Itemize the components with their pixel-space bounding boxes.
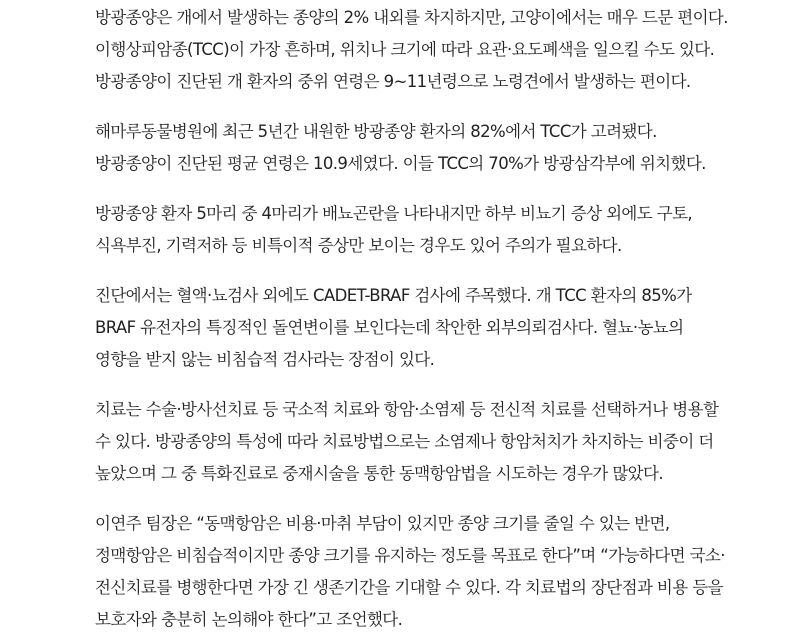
text-line: 이연주 팀장은 “동맥항암은 비용·마취 부담이 있지만 종양 크기를 줄일 수 있는 반면, [95, 514, 670, 533]
text-line: 방광종양 환자 5마리 중 4마리가 배뇨곤란을 나타내지만 하부 비뇨기 증상 외에도 구토, [95, 204, 693, 223]
article-body [0, 2, 791, 636]
paragraph-expert-quote [95, 508, 791, 636]
text-line: 치료는 수술·방사선치료 등 국소적 치료와 항암·소염제 등 전신적 치료를 선택하거나 병용할 [95, 400, 719, 419]
text-line: BRAF 유전자의 특징적인 돌연변이를 보인다는데 착안한 외부의뢰검사다. 혈뇨·농뇨의 [95, 318, 684, 337]
text-line: 방광종양이 진단된 평균 연령은 10.9세였다. 이들 TCC의 70%가 방광삼각부에 위치했다. [95, 154, 706, 173]
text-line: 전신치료를 병행한다면 가장 긴 생존기간을 기대할 수 있다. 각 치료법의 장단점과 비용 등을 [95, 578, 723, 597]
text-line: 해마루동물병원에 최근 5년간 내원한 방광종양 환자의 82%에서 TCC가 고려됐다. [95, 122, 657, 141]
paragraph-symptoms [95, 198, 791, 262]
text-line: 영향을 받지 않는 비침습적 검사라는 장점이 있다. [95, 350, 435, 369]
text-line: 이행상피암종(TCC)이 가장 흔하며, 위치나 크기에 따라 요관·요도폐색을 일으킬 수도 있다. [95, 40, 715, 59]
text-line: 높았으며 그 중 특화진료로 중재시술을 통한 동맥항암법을 시도하는 경우가 많았다. [95, 464, 663, 483]
text-line: 정맥항암은 비침습적이지만 종양 크기를 유지하는 정도를 목표로 한다”며 “가능하다면 국소· [95, 546, 725, 565]
paragraph-treatment [95, 394, 791, 490]
text-line: 진단에서는 혈액·뇨검사 외에도 CADET-BRAF 검사에 주목했다. 개 TCC 환자의 85%가 [95, 286, 692, 305]
paragraph-bladder-tumor-overview [95, 2, 791, 98]
text-line: 식욕부진, 기력저하 등 비특이적 증상만 보이는 경우도 있어 주의가 필요하다. [95, 236, 622, 255]
text-line: 방광종양은 개에서 발생하는 종양의 2% 내외를 차지하지만, 고양이에서는 매우 드문 편이다. [95, 8, 728, 27]
text-line: 수 있다. 방광종양의 특성에 따라 치료방법으로는 소염제나 항암처치가 차지하는 비중이 더 [95, 432, 714, 451]
text-line: 방광종양이 진단된 개 환자의 중위 연령은 9~11년령으로 노령견에서 발생하는 편이다. [95, 72, 691, 91]
paragraph-hospital-statistics [95, 116, 791, 180]
paragraph-diagnosis [95, 280, 791, 376]
text-line: 보호자와 충분히 논의해야 한다”고 조언했다. [95, 610, 403, 629]
